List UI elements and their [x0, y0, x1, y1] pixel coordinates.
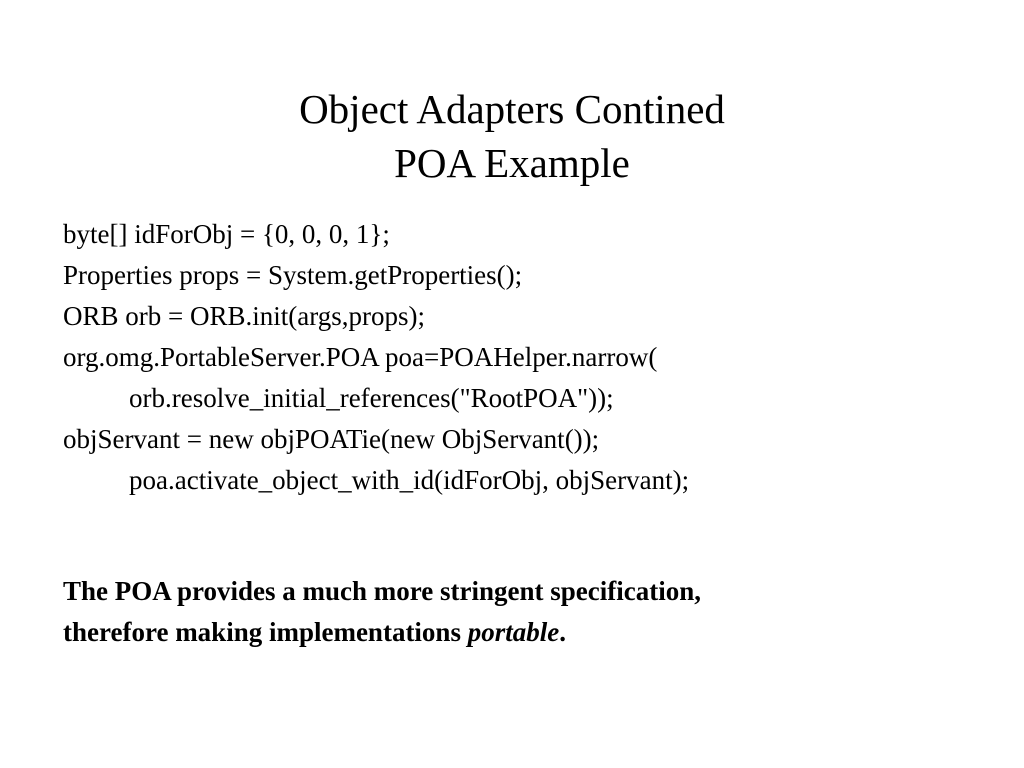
code-line-7: poa.activate_object_with_id(idForObj, objServant);: [129, 465, 690, 495]
slide-title: [0, 82, 1024, 190]
code-line-2: Properties props = System.getProperties();: [63, 260, 523, 290]
note-line-2-suffix: .: [559, 617, 566, 647]
note-line-1: The POA provides a much more stringent specification,: [63, 576, 701, 606]
note-line-2: [63, 612, 1003, 653]
title-line-2: POA Example: [394, 140, 630, 186]
code-line-3: ORB orb = ORB.init(args,props);: [63, 301, 425, 331]
note-emphasis: portable: [467, 617, 560, 647]
code-line-6: objServant = new objPOATie(new ObjServant());: [63, 424, 600, 454]
code-line-5: orb.resolve_initial_references("RootPOA"));: [129, 383, 614, 413]
code-line-1: byte[] idForObj = {0, 0, 0, 1};: [63, 219, 390, 249]
code-block: [63, 214, 1003, 501]
note-line-2-prefix: therefore making implementations: [63, 617, 468, 647]
summary-note: [63, 571, 1003, 653]
code-line-4: org.omg.PortableServer.POA poa=POAHelper.narrow(: [63, 342, 658, 372]
title-line-1: Object Adapters Contined: [299, 86, 725, 132]
